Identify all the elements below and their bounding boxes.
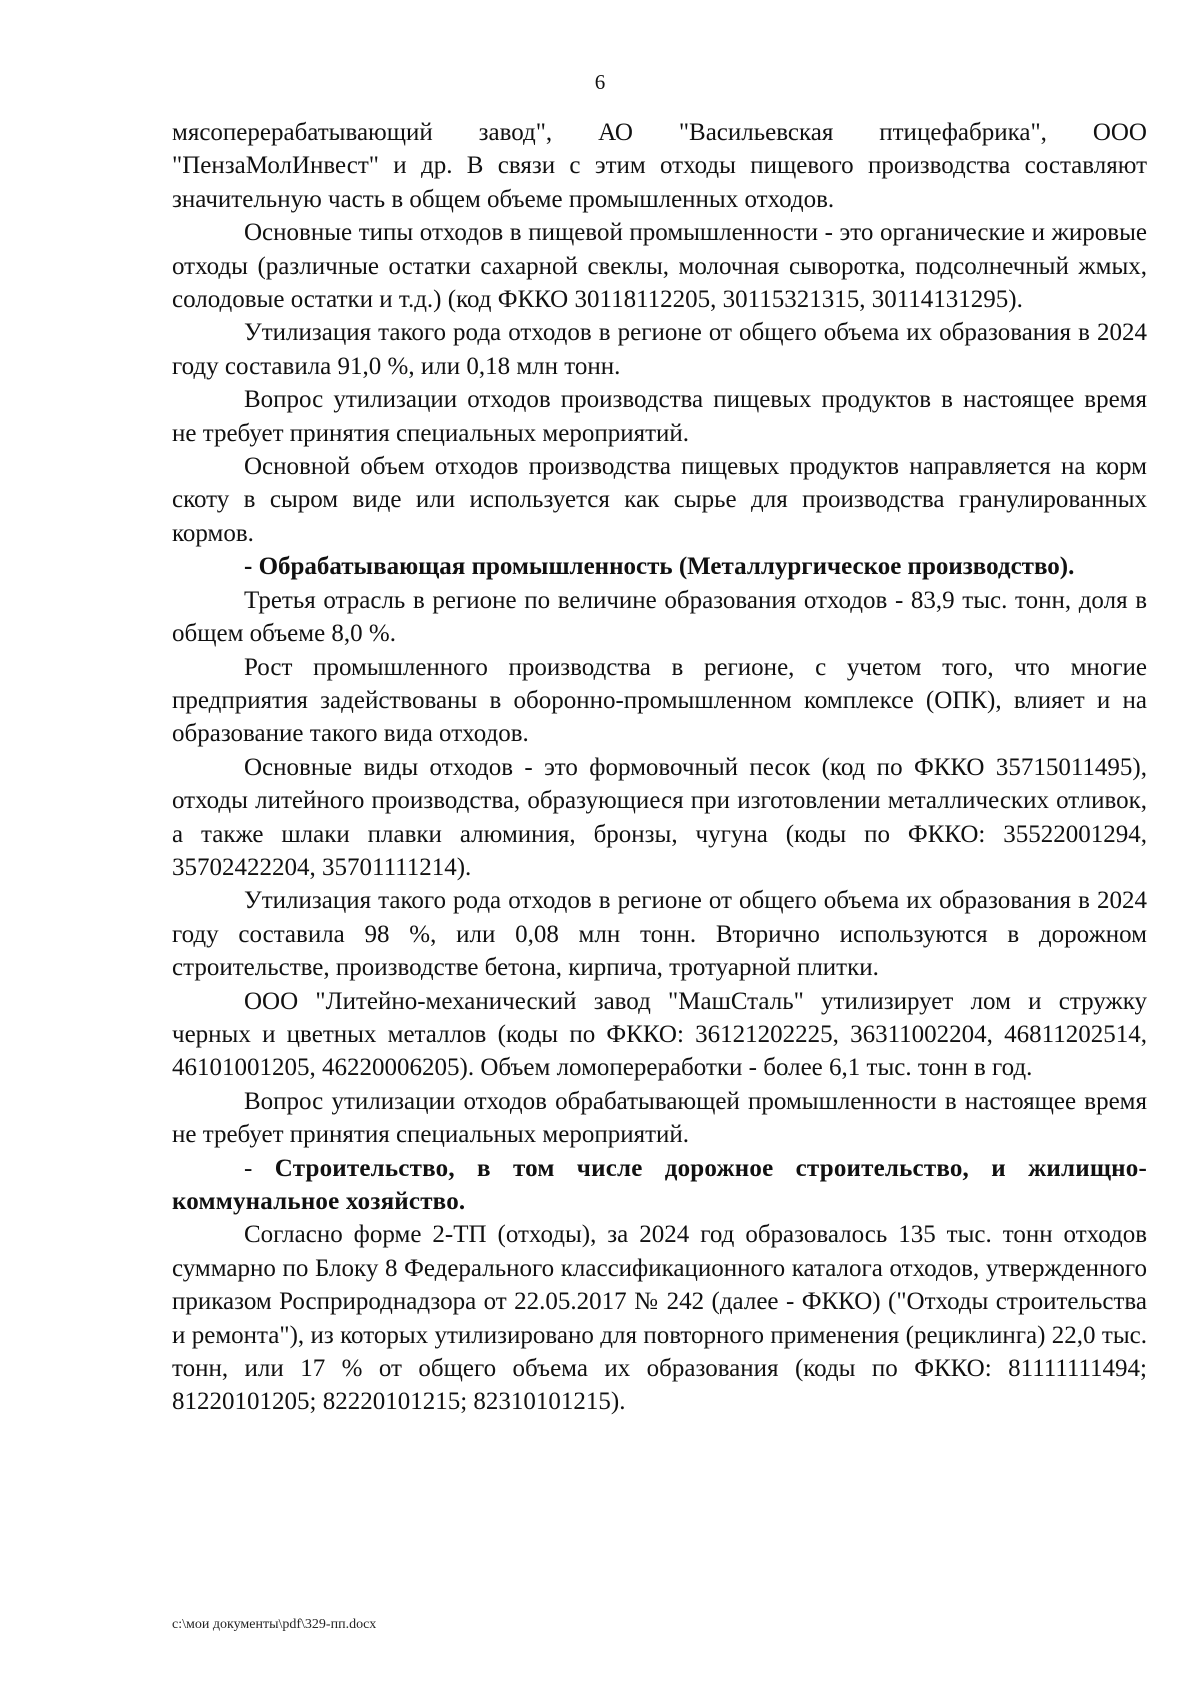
document-body xyxy=(172,116,1147,1419)
paragraph-industrial-growth: Рост промышленного производства в регионе, с учетом того, что многие предприятия задействованы в оборонно-промышленном комплексе (ОПК), влияет и на образование такого вида отходов. xyxy=(172,653,1147,748)
heading-dash: - xyxy=(244,1154,275,1182)
paragraph-continuation: мясоперерабатывающий завод", АО "Васильевская птицефабрика", ООО "ПензаМолИнвест" и др. В связи с этим отходы пищевого производства составляют значительную часть в общем объеме промышленных отходов. xyxy=(172,119,1147,213)
paragraph-manufacturing-question: Вопрос утилизации отходов обрабатывающей промышленности в настоящее время не требует принятия специальных мероприятий. xyxy=(172,1087,1147,1149)
section-heading-construction xyxy=(172,1152,1147,1219)
page-number: 6 xyxy=(594,70,606,94)
paragraph-mashstal: ООО "Литейно-механический завод "МашСталь" утилизирует лом и стружку черных и цветных металлов (коды по ФККО: 36121202225, 36311002204, 46811202514, 46101001205, 46220006205). Объем ломопереработки - более 6,1 тыс. тонн в год. xyxy=(172,987,1147,1082)
paragraph-metallurgy-utilization: Утилизация такого рода отходов в регионе от общего объема их образования в 2024 году составила 98 %, или 0,08 млн тонн. Вторично используются в дорожном строительстве, производстве бетона, кирпича, тротуарной плитки. xyxy=(172,887,1147,982)
paragraph-metallurgy-waste-types: Основные виды отходов - это формовочный песок (код по ФККО 35715011495), отходы литейного производства, образующиеся при изготовлении металлических отливок, а также шлаки плавки алюминия, бронзы, чугуна (коды по ФККО: 35522001294, 35702422204, 35701111214). xyxy=(172,753,1147,881)
paragraph-food-waste-usage: Основной объем отходов производства пищевых продуктов направляется на корм скоту в сыром виде или используется как сырье для производства гранулированных кормов. xyxy=(172,453,1147,547)
paragraph-food-waste-utilization: Утилизация такого рода отходов в регионе от общего объема их образования в 2024 году составила 91,0 %, или 0,18 млн тонн. xyxy=(172,319,1147,380)
paragraph-food-waste-question: Вопрос утилизации отходов производства пищевых продуктов в настоящее время не требует принятия специальных мероприятий. xyxy=(172,386,1147,447)
footer-file-path: c:\мои документы\pdf\329-пп.docx xyxy=(172,1617,377,1632)
heading-construction-text: Строительство, в том числе дорожное строительство, и жилищно-коммунальное хозяйство. xyxy=(172,1154,1147,1215)
paragraph-construction-waste: Согласно форме 2-ТП (отходы), за 2024 год образовалось 135 тыс. тонн отходов суммарно по Блоку 8 Федерального классификационного каталога отходов, утвержденного приказом Росприроднадзора от 22.05.2017 № 242 (далее - ФККО) ("Отходы строительства и ремонта"), из которых утилизировано для повторного применения (рециклинга) 22,0 тыс. тонн, или 17 % от общего объема их образования (коды по ФККО: 81111111494; 81220101205; 82220101215; 82310101215). xyxy=(172,1221,1147,1416)
paragraph-food-waste-types: Основные типы отходов в пищевой промышленности - это органические и жировые отходы (различные остатки сахарной свеклы, молочная сыворотка, подсолнечный жмых, солодовые остатки и т.д.) (код ФККО 30118112205, 30115321315, 30114131295). xyxy=(172,219,1147,314)
section-heading-manufacturing: - Обрабатывающая промышленность (Металлургическое производство). xyxy=(244,553,1075,581)
paragraph-third-industry: Третья отрасль в регионе по величине образования отходов - 83,9 тыс. тонн, доля в общем объеме 8,0 %. xyxy=(172,586,1147,648)
